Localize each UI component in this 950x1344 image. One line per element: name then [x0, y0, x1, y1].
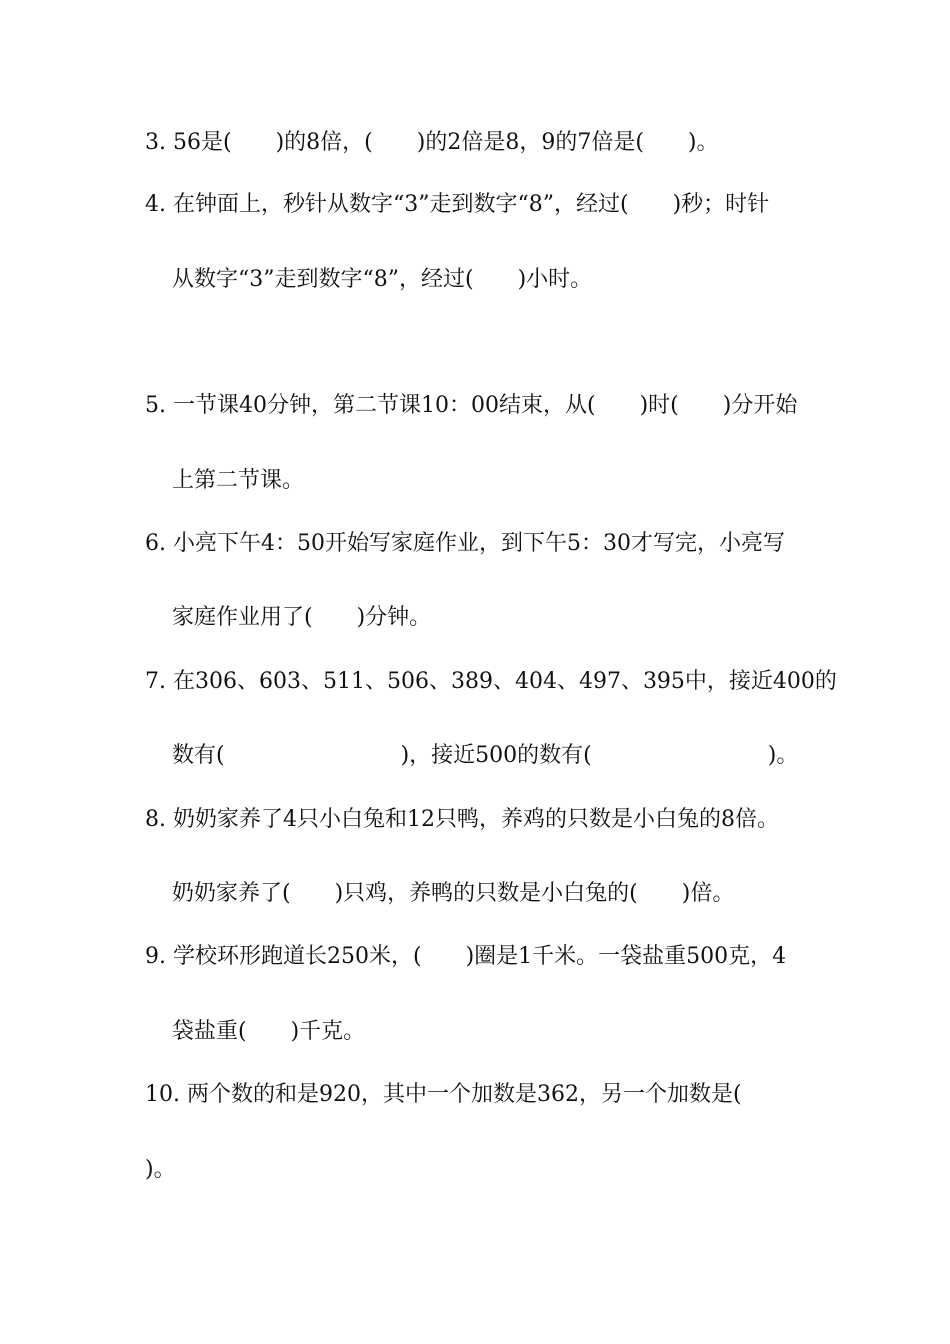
question-text-line: 奶奶家养了4只小白兔和12只鸭，养鸡的只数是小白兔的8倍。	[173, 807, 779, 832]
question-number: 9.	[145, 944, 166, 969]
question-number: 3.	[145, 130, 166, 155]
question-text-line: 56是( )的8倍，( )的2倍是8，9的7倍是( )。	[173, 130, 719, 155]
question-text-line: 在306、603、511、506、389、404、497、395中，接近400的	[173, 669, 837, 694]
question-9	[145, 942, 786, 972]
question-text-line: 袋盐重( )千克。	[172, 1019, 366, 1044]
question-number: 4.	[145, 192, 166, 217]
question-8	[145, 805, 779, 835]
question-text-line: 两个数的和是920，其中一个加数是362，另一个加数是(	[187, 1082, 742, 1107]
question-number: 10.	[145, 1082, 180, 1107]
question-10	[145, 1080, 742, 1110]
question-number: 7.	[145, 669, 166, 694]
question-text-line: 数有( )，接近500的数有( )。	[172, 743, 799, 768]
question-text-line: 一节课40分钟，第二节课10：00结束，从( )时( )分开始	[173, 393, 798, 418]
question-text-line: )。	[145, 1157, 176, 1182]
question-text-line: 学校环形跑道长250米，( )圈是1千米。一袋盐重500克，4	[173, 944, 787, 969]
question-number: 6.	[145, 531, 166, 556]
question-3	[145, 128, 718, 158]
question-4	[145, 190, 769, 220]
question-text-line: 从数字“3”走到数字“8”，经过( )小时。	[172, 267, 593, 292]
question-number: 8.	[145, 807, 166, 832]
question-text-line: 奶奶家养了( )只鸡，养鸭的只数是小白兔的( )倍。	[172, 881, 735, 906]
question-text-line: 在钟面上，秒针从数字“3”走到数字“8”，经过( )秒；时针	[173, 192, 770, 217]
question-text-line: 家庭作业用了( )分钟。	[172, 605, 432, 630]
question-text-line: 上第二节课。	[172, 468, 305, 493]
question-5	[145, 391, 797, 421]
question-text-line: 小亮下午4：50开始写家庭作业，到下午5：30才写完，小亮写	[173, 531, 785, 556]
question-7	[145, 667, 837, 697]
question-6	[145, 529, 785, 559]
question-number: 5.	[145, 393, 166, 418]
